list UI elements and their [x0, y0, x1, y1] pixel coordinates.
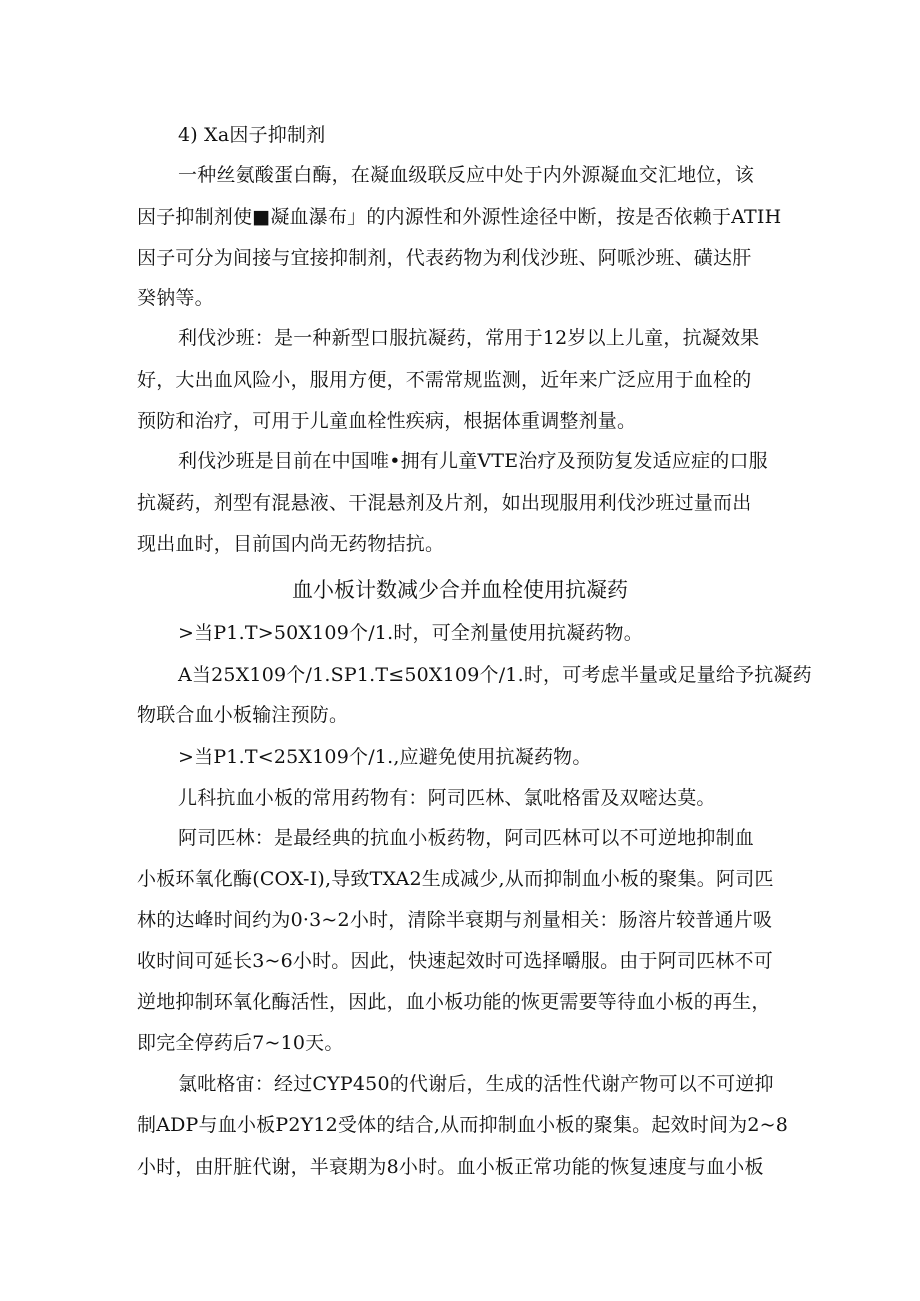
paragraph-xa-line-3: 因子可分为间接与宜接抑制剂，代表药物为利伐沙班、阿哌沙班、磺达肝: [137, 247, 752, 269]
paragraph-aspirin-line-5: 逆地抑制环氧化酶活性，因此，血小板功能的恢更需要等待血小板的再生，: [137, 991, 771, 1013]
paragraph-antiplatelet-intro: 儿科抗血小板的常用药物有：阿司匹林、氯吡格雷及双嘧达莫。: [178, 787, 716, 809]
bullet-plt-under-25: >当P1.T<25X109个/1.,应避免使用抗凝药物。: [178, 746, 592, 768]
bullet-plt-25-50-line-1: A当25X109个/1.SP1.T≤50X109个/1.时，可考虑半量或足量给予抗凝药: [178, 664, 812, 686]
section-title: 4) Xa因子抑制剂: [178, 124, 326, 146]
paragraph-aspirin-line-3: 林的达峰时间约为0·3~2小时，清除半衰期与剂量相关：肠溶片较普通片吸: [137, 909, 773, 931]
paragraph-clopidogrel-line-2: 制ADP与血小板P2Y12受体的结合,从而抑制血小板的聚集。起效时间为2~8: [137, 1114, 789, 1136]
paragraph-aspirin-line-2: 小板环氧化酶(COX-I),导致TXA2生成减少,从而抑制血小板的聚集。阿司匹: [137, 868, 774, 890]
paragraph-aspirin-line-1: 阿司匹林：是最经典的抗血小板药物，阿司匹林可以不可逆地抑制血: [178, 827, 755, 849]
paragraph-rivaroxaban-line-1: 利伐沙班：是一种新型口服抗凝药，常用于12岁以上儿童，抗凝效果: [178, 327, 760, 349]
paragraph-xa-line-1: 一种丝氨酸蛋白酶，在凝血级联反应中处于内外源凝血交汇地位，该: [178, 164, 755, 186]
paragraph-rivaroxaban-china-line-1: 利伐沙班是目前在中国唯•拥有儿童VTE治疗及预防复发适应症的口服: [178, 450, 768, 472]
bullet-plt-over-50: >当P1.T>50X109个/1.时，可全剂量使用抗凝药物。: [178, 622, 643, 644]
paragraph-rivaroxaban-line-3: 预防和治疗，可用于儿童血栓性疾病，根据体重调整剂量。: [137, 410, 637, 432]
paragraph-aspirin-line-4: 收时间可延长3~6小时。因此，快速起效时可选择嚼服。由于阿司匹林不可: [137, 950, 773, 972]
bullet-plt-25-50-line-2: 物联合血小板输注预防。: [137, 704, 349, 726]
paragraph-xa-line-4: 癸钠等。: [137, 287, 214, 309]
paragraph-clopidogrel-line-3: 小时，由肝脏代谢，半衰期为8小时。血小板正常功能的恢复速度与血小板: [137, 1156, 764, 1178]
paragraph-xa-line-2: 因子抑制剂使■凝血瀑布」的内源性和外源性途径中断，按是否依赖于ATIH: [137, 206, 782, 228]
paragraph-aspirin-line-6: 即完全停药后7~10天。: [137, 1032, 344, 1054]
paragraph-rivaroxaban-china-line-2: 抗凝药，剂型有混悬液、干混悬剂及片剂，如出现服用利伐沙班过量而出: [137, 492, 752, 514]
paragraph-rivaroxaban-china-line-3: 现出血时，目前国内尚无药物拮抗。: [137, 533, 445, 555]
section-heading: 血小板计数减少合并血栓使用抗凝药: [292, 578, 628, 602]
paragraph-rivaroxaban-line-2: 好，大出血风险小，服用方便，不需常规监测，近年来广泛应用于血栓的: [137, 369, 752, 391]
paragraph-clopidogrel-line-1: 氯吡格宙：经过CYP450的代谢后，生成的活性代谢产物可以不可逆抑: [178, 1073, 774, 1095]
